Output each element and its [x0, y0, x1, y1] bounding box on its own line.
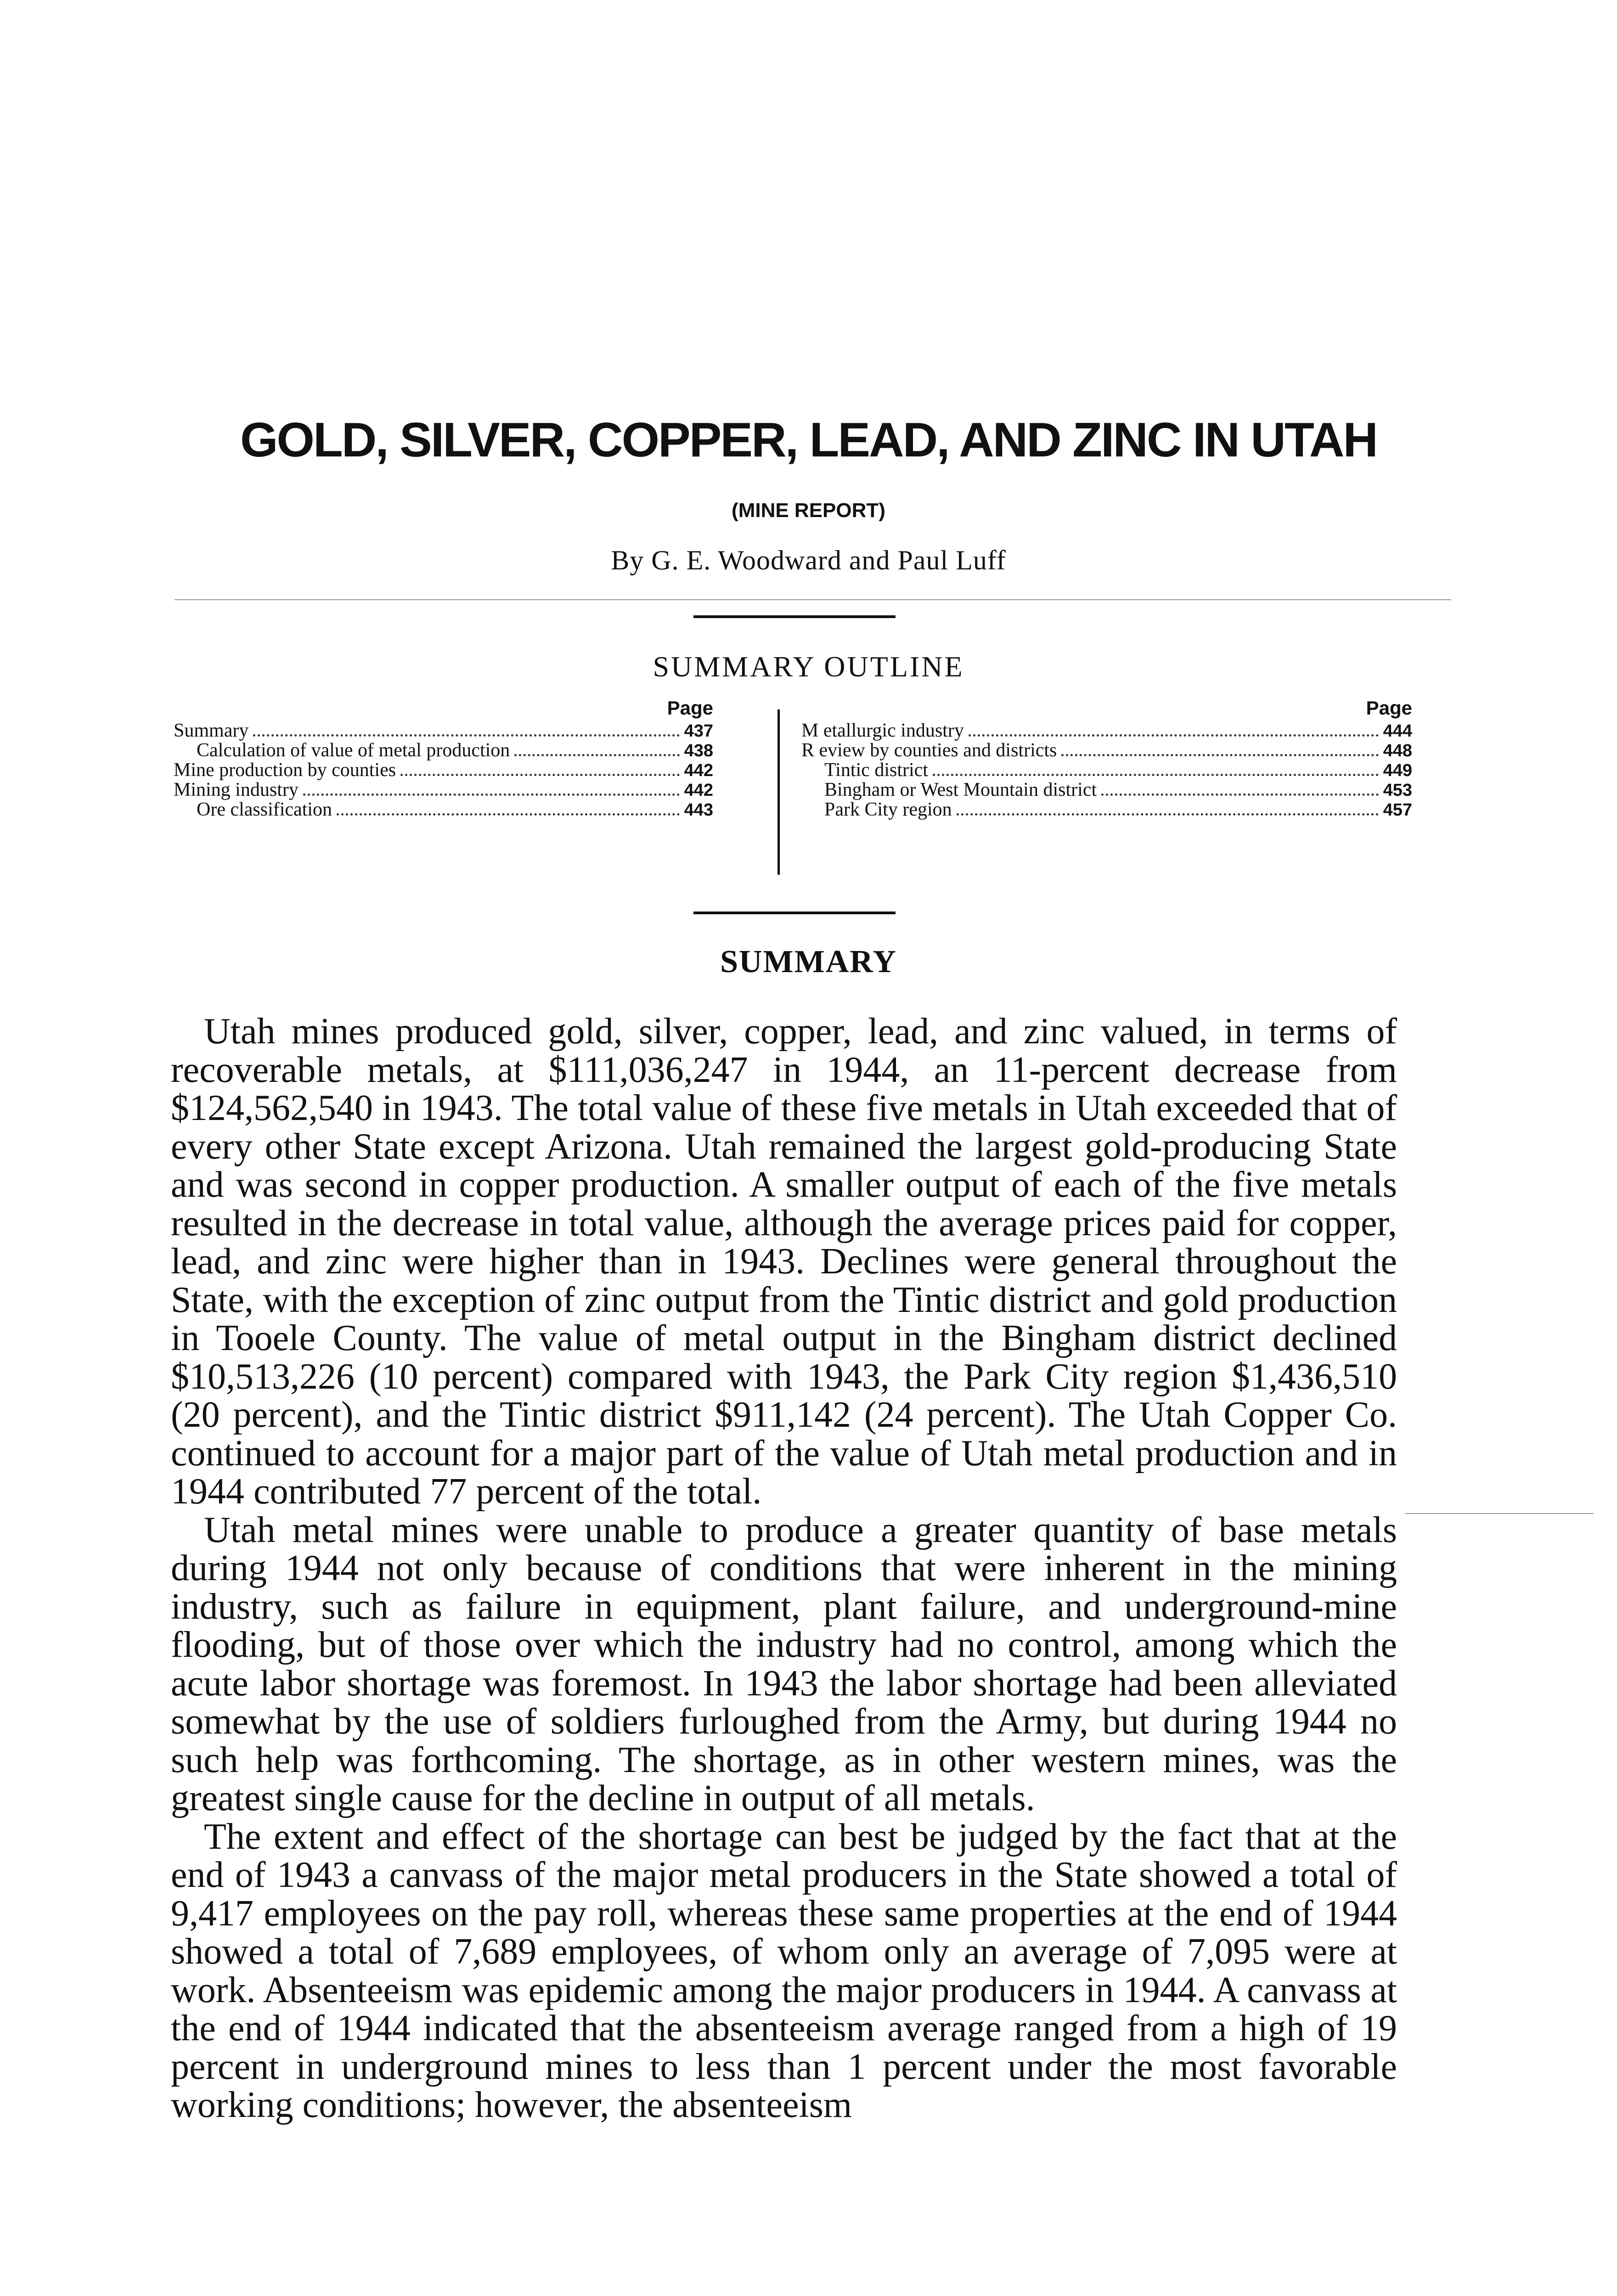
outline-page-label-right: Page [1366, 697, 1412, 719]
summary-paragraph: Utah mines produced gold, silver, copper, lead, and zinc valued, in terms of recoverable metals, at $111,036,247 in 1944, an 11-percent decrease from $124,562,540 in 1943. The total value of these five metals in Utah exceeded that of every other State except Arizona. Utah remained the largest gold-producing State and was second in copper production. A smaller output of each of the five metals resulted in the decrease in total value, although the average prices paid for copper, lead, and zinc were higher than in 1943. Declines were general throughout the State, with the exception of zinc output from the Tintic district and gold production in Tooele County. The value of metal output in the Bingham district declined $10,513,226 (10 percent) compared with 1943, the Park City region $1,436,510 (20 percent), and the Tintic district $911,142 (24 percent). The Utah Copper Co. continued to account for a major part of the value of Utah metal production and in 1944 contributed 77 percent of the total. [171, 1011, 1397, 1512]
outline-page-label-left: Page [667, 697, 713, 719]
outline-item [801, 760, 1412, 780]
dot-leader [957, 813, 1379, 816]
outline-item [174, 780, 713, 800]
outline-item-page: 442 [684, 781, 713, 800]
outline-item-label: Park City region [824, 799, 952, 820]
outline-item [174, 760, 713, 780]
outline-column-left [174, 697, 713, 820]
outline-item-page: 448 [1383, 741, 1412, 760]
dot-leader [303, 793, 680, 796]
outline-item-label: Ore classification [197, 799, 332, 820]
scan-artifact-line [1405, 1513, 1594, 1514]
outline-item-label: M etallurgic industry [801, 720, 964, 741]
dot-leader [514, 754, 679, 756]
outline-item [174, 800, 713, 820]
scan-artifact-line [175, 599, 1451, 600]
dot-leader [400, 774, 680, 776]
summary-paragraph: The extent and effect of the shortage can best be judged by the fact that at the end of 1943 a canvass of the major metal producers in the State showed a total of 9,417 employees on the pay roll, whereas these same properties at the end of 1944 showed a total of 7,689 employees, of whom only an average of 7,095 were at work. Absenteeism was epidemic among the major producers in 1944. A canvass at the end of 1944 indicated that the absenteeism average ranged from a high of 19 percent in underground mines to less than 1 percent under the most favorable working conditions; however, the absenteeism [171, 1816, 1397, 2125]
outline-item [801, 780, 1412, 800]
dot-leader [969, 734, 1379, 737]
summary-paragraph: Utah metal mines were unable to produce a greater quantity of base metals during 1944 not only because of conditions that were inherent in the mining industry, such as failure in equipment, plant failure, and underground-mine flooding, but of those over which the industry had no control, among which the acute labor shortage was foremost. In 1943 the labor shortage had been alleviated somewhat by the use of soldiers furloughed from the Army, but during 1944 no such help was forthcoming. The shortage, as in other western mines, was the greatest single cause for the decline in output of all metals. [171, 1509, 1397, 1818]
dot-leader [337, 813, 680, 816]
report-title: GOLD, SILVER, COPPER, LEAD, AND ZINC IN UTAH [240, 413, 1377, 467]
outline-item-page: 453 [1383, 781, 1412, 800]
outline-item-page: 444 [1383, 721, 1412, 741]
outline-column-right [801, 697, 1412, 820]
outline-item-page: 457 [1383, 800, 1412, 820]
outline-item-page: 438 [684, 741, 713, 760]
outline-divider [693, 912, 896, 914]
outline-item-page: 437 [684, 721, 713, 741]
dot-leader [933, 774, 1379, 776]
outline-item-label: Summary [174, 720, 249, 741]
outline-item-label: Calculation of value of metal production [197, 740, 510, 761]
summary-heading: SUMMARY [720, 944, 897, 979]
dot-leader [253, 734, 679, 737]
dot-leader [1061, 754, 1378, 756]
report-subtitle: (MINE REPORT) [732, 499, 885, 522]
outline-item-page: 443 [684, 800, 713, 820]
outline-column-divider [778, 709, 780, 875]
summary-body [171, 1013, 1397, 2125]
report-byline: By G. E. Woodward and Paul Luff [611, 545, 1006, 575]
outline-item-page: 442 [684, 761, 713, 780]
outline-item [174, 741, 713, 760]
title-divider [693, 615, 896, 618]
outline-heading: SUMMARY OUTLINE [653, 650, 964, 683]
dot-leader [1101, 793, 1378, 796]
outline-item-page: 449 [1383, 761, 1412, 780]
outline-item-label: Mining industry [174, 779, 299, 800]
outline-item [801, 741, 1412, 760]
outline-item-label: Mine production by counties [174, 760, 396, 781]
outline-item-label: Bingham or West Mountain district [824, 779, 1097, 800]
outline-item-label: Tintic district [824, 760, 928, 781]
outline-item [801, 800, 1412, 820]
outline-item [801, 721, 1412, 741]
outline-item [174, 721, 713, 741]
outline-item-label: R eview by counties and districts [801, 740, 1057, 761]
